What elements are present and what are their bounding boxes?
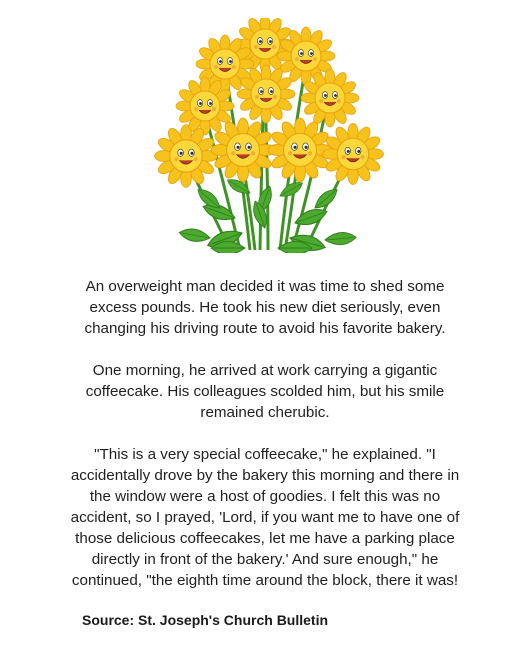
source-credit: Source: St. Joseph's Church Bulletin: [82, 612, 329, 628]
story-paragraph-3: "This is a very special coffeecake," he explained. "I accidentally drove by the bakery this morning and there in the window were a host of goodies. I felt this was no accident, so I prayed, 'Lord, if you want me to have one of those delicious coffeecakes, let me have a parking place directly in front of the bakery.' And sure enough," he continued, "the eighth time around the block, there it was!: [70, 446, 460, 589]
sunflower-faces: [155, 18, 384, 187]
story-paragraph-2: One morning, he arrived at work carrying a gigantic coffeecake. His colleagues scolded him, but his smile remained cherubic.: [85, 362, 445, 421]
story-paragraph-1: An overweight man decided it was time to shed some excess pounds. He took his new diet seriously, even changing his driving route to avoid his favorite bakery.: [84, 278, 446, 337]
sunflowers-icon: [150, 18, 390, 253]
story-text: [62, 276, 468, 612]
